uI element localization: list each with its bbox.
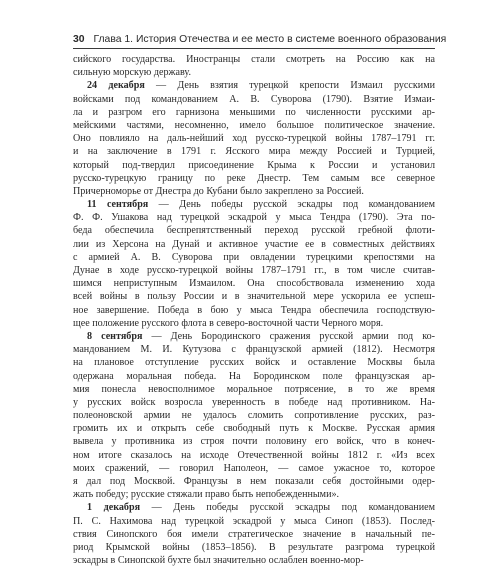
line-text: мандованием М. И. Кутузова с французской армией (1812). Несмотря <box>73 344 435 356</box>
date-heading: 11 сентября <box>87 199 149 211</box>
text-line <box>73 422 435 435</box>
text-line <box>73 528 435 541</box>
text-line <box>73 290 435 303</box>
line-text: — День взятия турецкой крепости Измаил русскими <box>144 80 435 92</box>
date-heading: 8 сентября <box>87 330 143 342</box>
text-line <box>73 515 435 528</box>
line-text: лии из Херсона на Дунай и активное участие ее в совместных действиях <box>73 238 435 250</box>
line-text: на плановое отступление русских войск и оставление Москвы была <box>73 357 435 369</box>
chapter-title: Глава 1. История Отечества и ее место в системе военного образования <box>93 34 447 45</box>
text-line <box>73 159 435 172</box>
line-text: беда обеспечила беспрепятственный переход русской гребной флоти- <box>73 225 435 237</box>
line-text: ном итоге сказалось на исходе Отечественной войны 1812 г. «Из всех <box>73 449 435 461</box>
text-line <box>73 198 435 211</box>
line-text: войсками под командованием А. В. Суворова (1790). Взятие Измаи- <box>73 93 435 105</box>
text-line <box>73 53 435 66</box>
paragraph <box>73 198 435 330</box>
line-text: — День победы русской эскадры под командованием <box>148 199 435 211</box>
line-text: с армией А. В. Суворова при овладении турецкими крепостями на <box>73 251 435 263</box>
line-text: шимся неприступным Измаилом. Она способствовала изменению хода <box>73 278 435 290</box>
line-text: Дунае в ходе русско-турецкой войны 1787–1791 гг., в том числе считав- <box>73 265 435 276</box>
text-line <box>73 501 435 514</box>
text-line <box>73 317 435 330</box>
line-text: громить их и открыть себе свободный путь к Москве. Русская армия <box>73 423 435 435</box>
line-text: Ф. Ф. Ушакова над турецкой эскадрой у мыса Тендра (1790). Эта по- <box>73 212 435 224</box>
line-text: риод Крымской войны (1853–1856). В результате разгрома турецкой <box>73 541 435 553</box>
text-line <box>73 449 435 462</box>
text-line <box>73 343 435 356</box>
line-text: Причерноморье от Днестра до Кубани было закреплено за Россией. <box>73 185 364 197</box>
text-line <box>73 304 435 317</box>
line-text: сильную морскую державу. <box>73 67 191 79</box>
line-text: сийского государства. Иностранцы стали смотреть на Россию как на <box>73 54 435 65</box>
line-text: русско-турецкую границу по реке Днестр. Тем самым все северное <box>73 172 435 184</box>
text-line <box>73 356 435 369</box>
paragraph <box>73 53 435 79</box>
text-line <box>73 277 435 290</box>
text-line <box>73 119 435 132</box>
text-line <box>73 475 435 488</box>
text-line <box>73 66 435 79</box>
line-text: ное завершение. Победа в бою у мыса Тендра обеспечила господствую- <box>73 304 435 316</box>
text-line <box>73 185 435 198</box>
text-line <box>73 93 435 106</box>
text-line <box>73 396 435 409</box>
text-line <box>73 554 435 567</box>
page-number: 30 <box>73 34 85 45</box>
line-text: всей войны в пользу России и в значительной мере ускорила ее успеш- <box>73 291 435 303</box>
text-line <box>73 145 435 158</box>
date-heading: 1 декабря <box>87 502 141 514</box>
paragraph <box>73 79 435 198</box>
line-text: Оно повлияло на даль-нейший ход русско-турецкой войны 1787–1791 гг. <box>73 133 435 145</box>
header-divider <box>73 48 435 49</box>
text-line <box>73 79 435 92</box>
line-text: — День Бородинского сражения русской армии под ко- <box>142 330 435 342</box>
line-text: вывела у противника из строя почти половину его войск, что в конеч- <box>73 436 435 448</box>
line-text: одержана моральная победа. На Бородинском поле французская ар- <box>73 370 435 382</box>
text-line <box>73 409 435 422</box>
paragraph <box>73 501 435 567</box>
text-line <box>73 106 435 119</box>
text-line <box>73 264 435 277</box>
line-text: — День победы русской эскадры под командованием <box>140 502 435 514</box>
line-text: жать победу; русские стяжали право быть непобежденными». <box>73 489 340 501</box>
line-text: щее положение русского флота в северо-восточной части Черного моря. <box>73 317 384 329</box>
paragraph <box>73 330 435 501</box>
text-line <box>73 172 435 185</box>
line-text: мейскими частями, несомненно, имело большое политическое значение. <box>73 119 435 131</box>
line-text: ствия Синопского боя имели стратегическое значение в начальный пе- <box>73 528 435 540</box>
line-text: который под-твердил присоединение Крыма к России и установил <box>73 159 435 171</box>
text-line <box>73 132 435 145</box>
text-line <box>73 383 435 396</box>
text-line <box>73 251 435 264</box>
text-line <box>73 238 435 251</box>
line-text: мия понесла невосполнимое моральное потрясение, в то же время <box>73 383 435 395</box>
line-text: моих сражений, — говорил Наполеон, — самое ужасное то, которое <box>73 462 435 474</box>
text-line <box>73 370 435 383</box>
running-head <box>73 33 447 47</box>
text-line <box>73 462 435 475</box>
line-text: ла и разгром его гарнизона меньшими по численности русскими ар- <box>73 106 435 118</box>
line-text: П. С. Нахимова над турецкой эскадрой у мыса Синоп (1853). Послед- <box>73 515 435 527</box>
line-text: я дал под Москвой. Французы в нем показали себя достойными одер- <box>73 476 435 487</box>
line-text: и на заключение в 1791 г. Ясского мира между Россией и Турцией, <box>73 146 435 158</box>
text-line <box>73 435 435 448</box>
text-line <box>73 211 435 224</box>
text-line <box>73 488 435 501</box>
line-text: эскадры в Синопской бухте был значительно ослаблен военно-мор- <box>73 555 364 567</box>
date-heading: 24 декабря <box>87 80 145 92</box>
text-line <box>73 224 435 237</box>
line-text: полеоновской армии не удалось сломить сопротивление русских, раз- <box>73 410 435 422</box>
body-text <box>73 53 435 567</box>
text-line <box>73 541 435 554</box>
text-line <box>73 330 435 343</box>
line-text: у русских войск возросла уверенность в победе над противником. На- <box>73 396 435 408</box>
